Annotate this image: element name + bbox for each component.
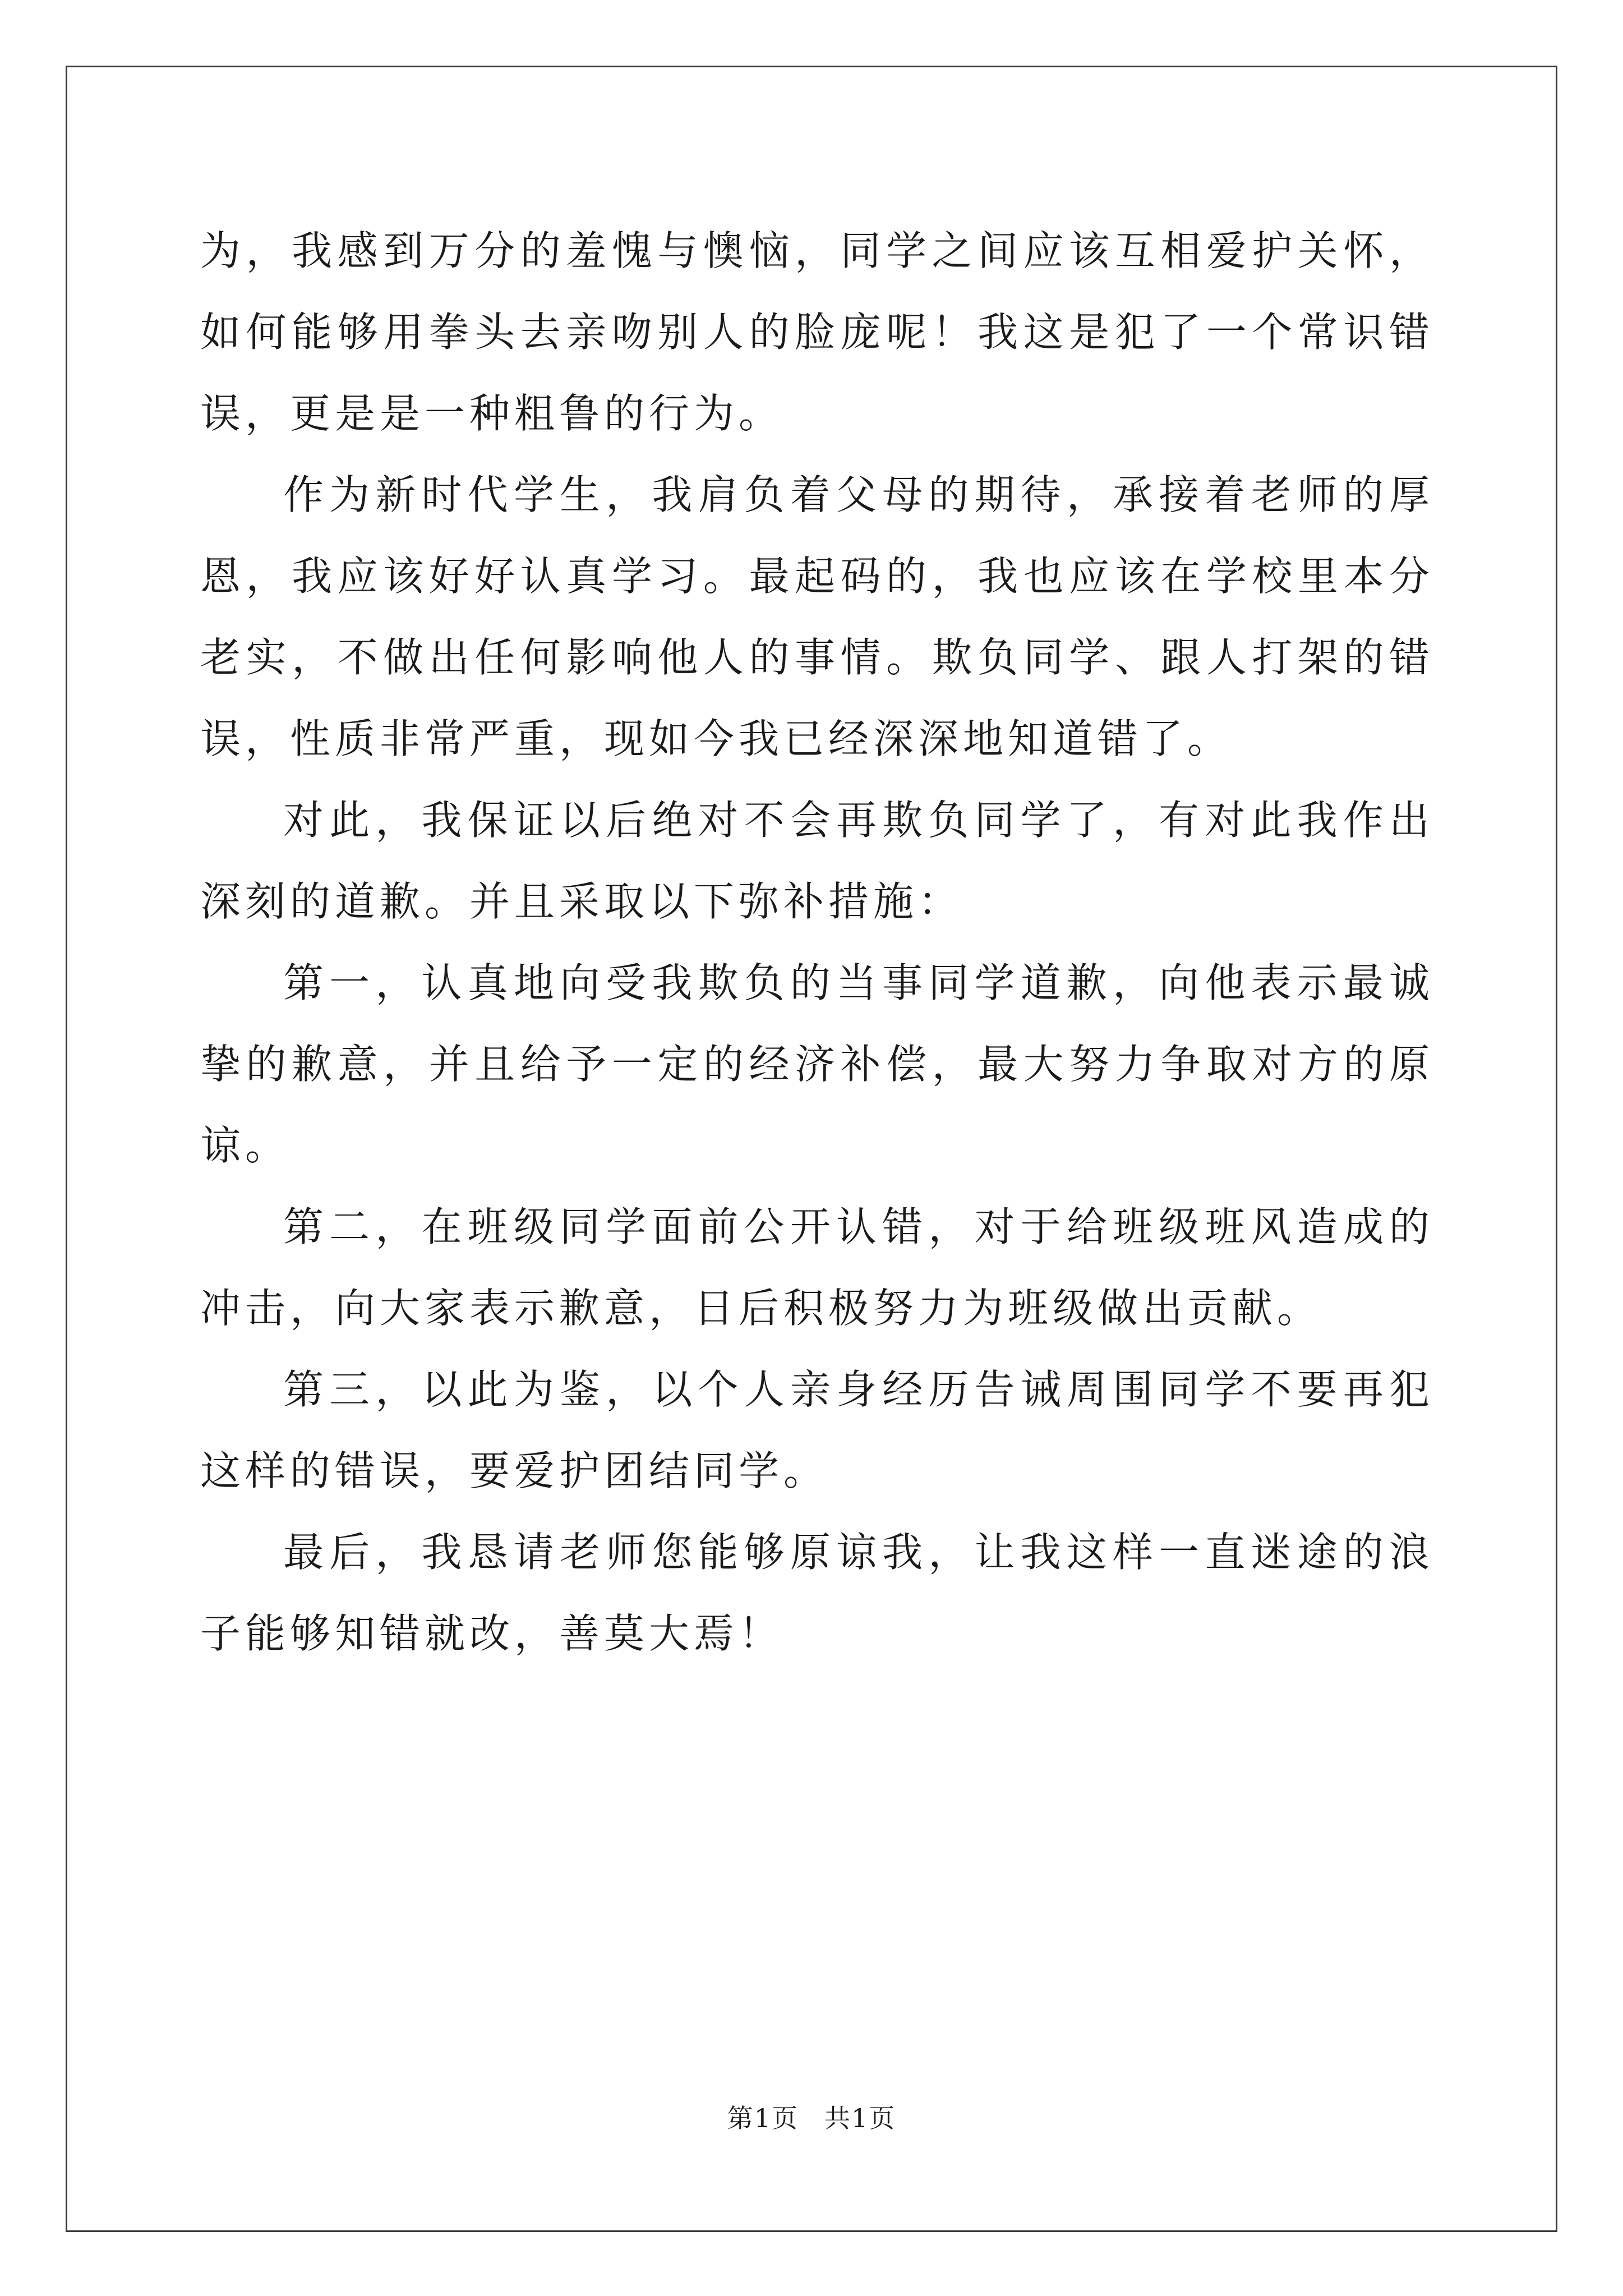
page-number-total: 共1页: [824, 2103, 896, 2133]
paragraph-1: 为，我感到万分的羞愧与懊恼，同学之间应该互相爱护关怀，如何能够用拳头去亲吻别人的脸庞呢！我这是犯了一个常识错误，更是是一种粗鲁的行为。: [200, 227, 1434, 437]
page-number-current: 第1页: [727, 2103, 799, 2133]
paragraph-4: 第一，认真地向受我欺负的当事同学道歉，向他表示最诚挚的歉意，并且给予一定的经济补偿，最大努力争取对方的原谅。: [200, 959, 1434, 1169]
paragraph-5: 第二，在班级同学面前公开认错，对于给班级班风造成的冲击，向大家表示歉意，日后积极努力为班级做出贡献。: [200, 1203, 1434, 1332]
paragraph-2: 作为新时代学生，我肩负着父母的期待，承接着老师的厚恩，我应该好好认真学习。最起码的，我也应该在学校里本分老实，不做出任何影响他人的事情。欺负同学、跟人打架的错误，性质非常严重，现如今我已经深深地知道错了。: [200, 471, 1434, 762]
paragraph-3: 对此，我保证以后绝对不会再欺负同学了，有对此我作出深刻的道歉。并且采取以下弥补措施：: [200, 797, 1434, 925]
page-footer: [0, 2098, 1623, 2135]
paragraph-6: 第三，以此为鉴，以个人亲身经历告诫周围同学不要再犯这样的错误，要爱护团结同学。: [200, 1366, 1434, 1494]
document-body: [200, 210, 1434, 1674]
paragraph-7: 最后，我恳请老师您能够原谅我，让我这样一直迷途的浪子能够知错就改，善莫大焉！: [200, 1529, 1434, 1657]
